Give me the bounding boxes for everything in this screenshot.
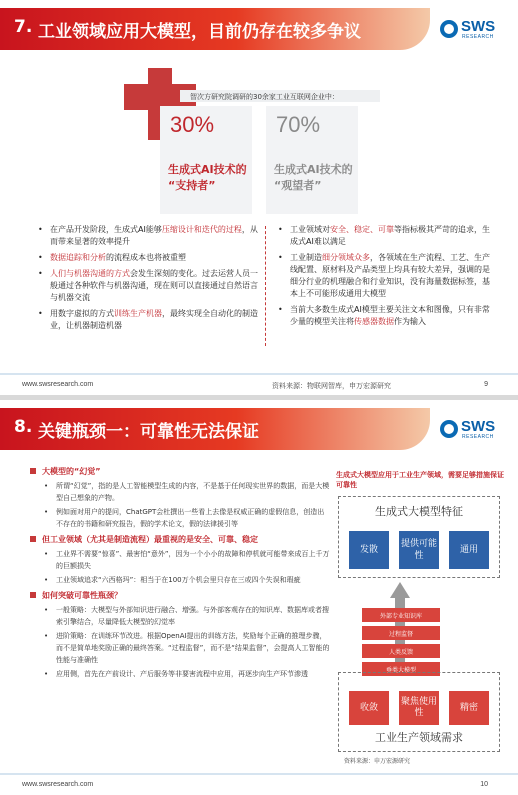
footer-source: 资料来源：物联网智库，申万宏源研究 bbox=[272, 382, 391, 390]
bullet-item bbox=[278, 304, 490, 328]
supporter-bullets bbox=[38, 224, 260, 336]
bullet-pre: 在产品开发阶段，生成式AI能够 bbox=[50, 225, 162, 234]
observer-label-line2: “观望者” bbox=[274, 179, 322, 192]
arrow-up-icon bbox=[390, 582, 410, 598]
bullet-hl: 训练生产机器 bbox=[114, 309, 162, 318]
observer-label-line1: 生成式AI技术的 bbox=[274, 163, 353, 176]
diagram-source: 资料来源：申万宏源研究 bbox=[344, 758, 411, 765]
section-heading-text: 但工业领域（尤其是制造流程）最重视的是安全、可靠、稳定 bbox=[42, 535, 258, 544]
observer-percent: 70% bbox=[276, 112, 321, 137]
observer-bullets bbox=[278, 224, 490, 332]
need-precision: 精密 bbox=[449, 691, 489, 725]
feature-general: 通用 bbox=[449, 531, 489, 569]
sws-logo bbox=[440, 418, 506, 442]
section-bullet: • 进阶策略：在训练环节改进。根据OpenAI提出的训练方法，奖励每个正确的推理步骤，而不是简单地奖励正确的最终答案。“过程监督”，而不是“结果监督”，会提高人工智能的性能与准确性 bbox=[30, 630, 330, 666]
supporter-label-line1: 生成式AI技术的 bbox=[168, 163, 247, 176]
industry-needs-box bbox=[338, 672, 500, 752]
supporter-label bbox=[168, 162, 256, 194]
sws-logo bbox=[440, 18, 506, 42]
bullet-pre: 工业领域对 bbox=[290, 225, 330, 234]
title-band bbox=[0, 8, 430, 50]
bullet-item bbox=[278, 224, 490, 248]
footer bbox=[0, 773, 518, 795]
bullet-post: 作为输入 bbox=[394, 317, 426, 326]
supporter-label-line2: “支持者” bbox=[168, 179, 216, 192]
bullet-item bbox=[38, 268, 260, 304]
slide-title: 工业领域应用大模型，目前仍存在较多争议 bbox=[38, 22, 361, 42]
logo-sub: RESEARCH bbox=[462, 34, 494, 40]
section-heading-text: 如何突破可靠性瓶颈？ bbox=[42, 591, 122, 600]
bullet-post: ，各领域在生产流程、工艺、生产线配置、原材料及产品类型上均具有较大差异，强调的是细分行业的机理融合和行业知识，没有海量数据标签，基本上不可能形成通用大模型 bbox=[290, 253, 490, 298]
bullet-pre: 用数字虚拟的方式 bbox=[50, 309, 114, 318]
need-focus: 聚焦使用性 bbox=[399, 691, 439, 725]
observer-label bbox=[274, 162, 362, 194]
bullet-item bbox=[278, 252, 490, 300]
bullet-pre: 当前大多数生成式AI模型主要关注文本和图像，只有非常少量的模型关注将 bbox=[290, 305, 490, 326]
slide-9 bbox=[0, 0, 518, 395]
sws-logo-icon bbox=[440, 20, 458, 38]
bullet-post: ，最终实现全自动化的制造业，让机器制造机器 bbox=[50, 309, 258, 330]
slide-10 bbox=[0, 400, 518, 795]
page-number: 10 bbox=[480, 781, 488, 788]
column-divider bbox=[265, 226, 266, 346]
sws-logo-icon bbox=[440, 420, 458, 438]
logo-brand: SWS bbox=[461, 418, 496, 435]
bullet-hl: 细分领域众多 bbox=[322, 253, 370, 262]
bullet-post: 等指标极其严苛的追求，生成式AI难以满足 bbox=[290, 225, 490, 246]
reliability-text bbox=[30, 462, 330, 682]
section-bullet: • 应用侧，首先在产前设计、产后服务等非要害流程中应用，再逐步向生产环节渗透 bbox=[30, 668, 330, 680]
need-converge: 收敛 bbox=[349, 691, 389, 725]
bullet-pre: 工业制造 bbox=[290, 253, 322, 262]
diagram-title: 生成式大模型应用于工业生产领域，需要足够措施保证可靠性 bbox=[336, 471, 504, 489]
logo-brand: SWS bbox=[461, 18, 496, 35]
bullet-hl: 数据追踪和分析 bbox=[50, 253, 106, 262]
survey-caption: 智次方研究院调研的30余家工业互联网企业中： bbox=[190, 93, 339, 101]
observer-panel bbox=[266, 106, 358, 214]
section-heading bbox=[30, 466, 330, 477]
section-bullet: • 工业领域追求“六西格玛”：相当于在100万个机会里只存在三或四个失误和瑕疵 bbox=[30, 574, 330, 586]
section-bullet: • 例如面对用户的提问，ChatGPT会杜撰出一些看上去像是权威正确的虚假信息，创造出不存在的书籍和研究报告，假的学术论文，假的法律援引等 bbox=[30, 506, 330, 530]
supporter-percent: 30% bbox=[170, 112, 215, 137]
bullet-item bbox=[38, 308, 260, 332]
bullet-item bbox=[38, 224, 260, 248]
section-bullet: • 一般策略：大模型与外部知识进行融合、增强。与外部客观存在的知识库、数据库或者搜索引擎结合，尽量降低大模型的幻觉率 bbox=[30, 604, 330, 628]
bullet-hl: 人们与机器沟通的方式 bbox=[50, 269, 130, 278]
slide-number: 7. bbox=[14, 17, 33, 37]
slide-number: 8. bbox=[14, 417, 33, 437]
bullet-post: 会发生深刻的变化。过去运营人员一般通过各种软件与机器沟通，现在则可以直接通过自然语言与机器交流 bbox=[50, 269, 258, 302]
bullet-item bbox=[38, 252, 260, 264]
section-heading bbox=[30, 590, 330, 601]
section-heading-text: 大模型的“幻觉” bbox=[42, 467, 101, 476]
logo-sub: RESEARCH bbox=[462, 434, 494, 440]
feature-diverge: 发散 bbox=[349, 531, 389, 569]
supporter-panel bbox=[160, 106, 252, 214]
bullet-hl: 压缩设计和迭代的过程 bbox=[161, 225, 242, 234]
bullet-post: 的流程成本也将被重塑 bbox=[106, 253, 186, 262]
measure-process: 过程监督 bbox=[362, 626, 440, 640]
section-bullet: • 所谓“幻觉”，指的是人工智能模型生成的内容，不是基于任何现实世界的数据，而是大模型自己想象的产物。 bbox=[30, 480, 330, 504]
model-features-box bbox=[338, 496, 500, 578]
bullet-post: ，从而带来显著的效率提升 bbox=[50, 225, 258, 246]
section-heading bbox=[30, 534, 330, 545]
measure-vertical: 垂类大模型 bbox=[362, 662, 440, 676]
feature-possibility: 提供可能性 bbox=[399, 531, 439, 569]
footer bbox=[0, 373, 518, 395]
measure-knowledge: 外部专业知识库 bbox=[362, 608, 440, 622]
bullet-hl: 安全、稳定、可靠 bbox=[330, 225, 394, 234]
measure-human: 人类反馈 bbox=[362, 644, 440, 658]
slide-title: 关键瓶颈一：可靠性无法保证 bbox=[38, 422, 259, 442]
industry-needs-heading: 工业生产领域需求 bbox=[375, 731, 463, 744]
page-number: 9 bbox=[484, 381, 488, 388]
bullet-hl: 传感器数据 bbox=[354, 317, 394, 326]
title-band bbox=[0, 408, 430, 450]
footer-url[interactable]: www.swsresearch.com bbox=[22, 781, 94, 788]
footer-url[interactable]: www.swsresearch.com bbox=[22, 381, 94, 388]
model-features-heading: 生成式大模型特征 bbox=[375, 505, 463, 518]
section-bullet: • 工业界不需要“惊喜”、最害怕“意外”，因为一个小小的故障和停机就可能带来成百上千万的巨额损失 bbox=[30, 548, 330, 572]
